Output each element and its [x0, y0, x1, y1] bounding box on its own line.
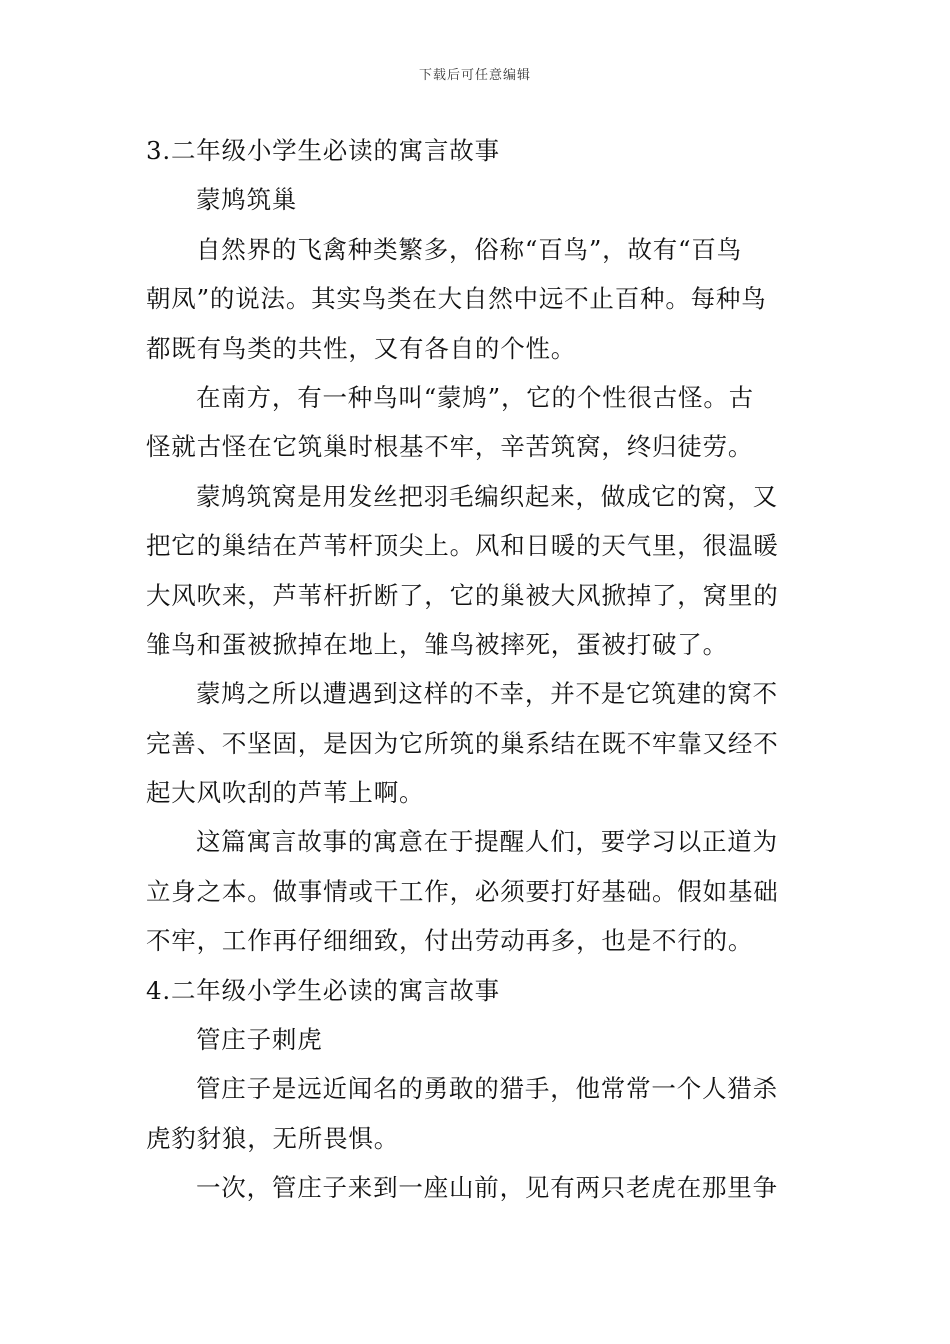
- section-heading: 3.二年级小学生必读的寓言故事: [146, 136, 500, 165]
- paragraph: [146, 472, 808, 670]
- paragraph-line: 朝凤”的说法。其实鸟类在大自然中远不止百种。每种鸟: [146, 284, 767, 314]
- paragraph: [146, 225, 808, 373]
- paragraph-line: 都既有鸟类的共性，又有各自的个性。: [146, 333, 577, 363]
- page-header: 下载后可任意编辑: [418, 68, 531, 83]
- paragraph-line: 大风吹来，芦苇杆折断了，它的巢被大风掀掉了，窝里的: [146, 580, 779, 610]
- paragraph-line: 蒙鸠筑窝是用发丝把羽毛编织起来，做成它的窝，又: [196, 481, 778, 511]
- paragraph: [146, 817, 808, 965]
- paragraph-line: 一次，管庄子来到一座山前，见有两只老虎在那里争: [196, 1173, 778, 1203]
- paragraph-line: 这篇寓言故事的寓意在于提醒人们，要学习以正道为: [196, 827, 778, 857]
- document-body: [146, 126, 808, 1213]
- paragraph-line: 在南方，有一种鸟叫“蒙鸠”，它的个性很古怪。古: [196, 382, 754, 412]
- paragraph-line: 蒙鸠之所以遭遇到这样的不幸，并不是它筑建的窝不: [196, 679, 778, 709]
- paragraph: [146, 373, 808, 472]
- paragraph-line: 怪就古怪在它筑巢时根基不牢，辛苦筑窝，终归徒劳。: [146, 432, 754, 462]
- paragraph-line: 把它的巢结在芦苇杆顶尖上。风和日暖的天气里，很温暖: [146, 531, 779, 561]
- paragraph-line: 虎豹豺狼，无所畏惧。: [146, 1123, 399, 1153]
- paragraph-line: 自然界的飞禽种类繁多，俗称“百鸟”，故有“百鸟: [196, 234, 742, 264]
- story-title: 管庄子刺虎: [196, 1025, 323, 1055]
- story-title: 蒙鸠筑巢: [196, 185, 298, 215]
- paragraph-line: 起大风吹刮的芦苇上啊。: [146, 778, 425, 808]
- paragraph-line: 不牢，工作再仔细细致，付出劳动再多，也是不行的。: [146, 926, 754, 956]
- paragraph: [146, 1064, 808, 1163]
- paragraph: [146, 669, 808, 817]
- paragraph-line: 雏鸟和蛋被掀掉在地上，雏鸟被摔死，蛋被打破了。: [146, 629, 728, 659]
- paragraph-line: 完善、不坚固，是因为它所筑的巢系结在既不牢靠又经不: [146, 728, 779, 758]
- paragraph-line: 管庄子是远近闻名的勇敢的猎手，他常常一个人猎杀: [196, 1074, 778, 1104]
- paragraph-line: 立身之本。做事情或干工作，必须要打好基础。假如基础: [146, 876, 779, 906]
- section-heading: 4.二年级小学生必读的寓言故事: [146, 975, 500, 1005]
- paragraph: [146, 1163, 808, 1212]
